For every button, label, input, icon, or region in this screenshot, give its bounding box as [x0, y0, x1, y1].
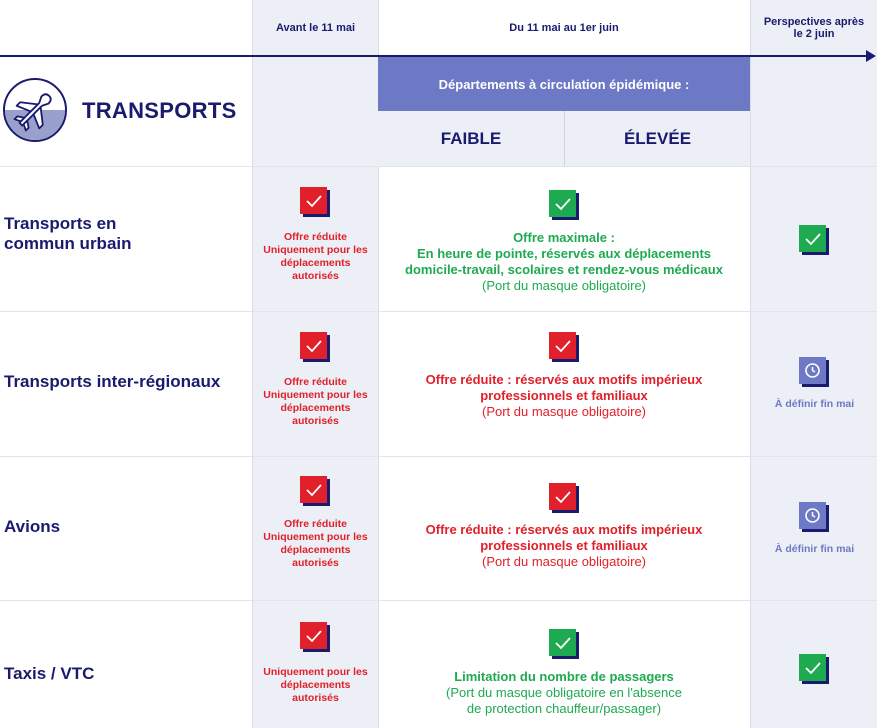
a-definir-text: À définir fin mai	[774, 398, 855, 410]
elevee-header: ÉLEVÉE	[565, 111, 750, 166]
du-note: (Port du masque obligatoire)	[481, 554, 647, 569]
row-label-taxis-vtc: Taxis / VTC	[4, 664, 95, 683]
du-text	[380, 522, 748, 570]
avant-text: Offre réduite Uniquement pour les déplacements autorisés	[263, 376, 368, 427]
du-note: (Port du masque obligatoire)	[481, 404, 647, 419]
departements-header: Départements à circulation épidémique :	[378, 57, 750, 111]
green-check-icon	[549, 190, 579, 220]
airplane-icon	[3, 78, 67, 142]
row-label-transports-urbain: Transports en commun urbain	[4, 214, 132, 253]
header-perspectives: Perspectives après le 2 juin	[763, 15, 865, 40]
du-bold-line: professionnels et familiaux	[480, 388, 648, 403]
du-bold-line: En heure de pointe, réservés aux déplacements	[416, 246, 712, 261]
column-divider	[252, 0, 253, 728]
row-divider	[0, 600, 877, 601]
du-bold-line: Offre réduite : réservés aux motifs impérieux	[425, 522, 703, 537]
green-check-icon	[549, 629, 579, 659]
du-bold-line: Limitation du nombre de passagers	[454, 669, 674, 684]
red-check-icon	[300, 476, 330, 506]
timeline-arrowhead	[866, 50, 876, 62]
clock-icon	[799, 357, 829, 387]
du-note: (Port du masque obligatoire en l'absence	[446, 685, 682, 700]
row-divider	[0, 311, 877, 312]
row-divider	[0, 166, 877, 167]
clock-icon	[799, 502, 829, 532]
green-check-icon	[799, 654, 829, 684]
du-bold-line: domicile-travail, scolaires et rendez-vous médicaux	[405, 262, 723, 277]
du-note: de protection chauffeur/passager)	[466, 701, 662, 716]
avant-column-background	[253, 0, 378, 728]
green-check-icon	[799, 225, 829, 255]
section-title: TRANSPORTS	[82, 98, 237, 123]
column-divider	[750, 0, 751, 728]
du-text	[380, 372, 748, 420]
subheader-divider	[564, 111, 565, 166]
red-check-icon	[549, 483, 579, 513]
faible-header: FAIBLE	[378, 111, 564, 166]
du-text	[380, 230, 748, 294]
header-avant: Avant le 11 mai	[275, 21, 356, 34]
red-check-icon	[300, 622, 330, 652]
red-check-icon	[300, 332, 330, 362]
row-divider	[0, 456, 877, 457]
du-bold-line: Offre maximale :	[513, 230, 615, 245]
du-bold-line: Offre réduite : réservés aux motifs impérieux	[425, 372, 703, 387]
header-du: Du 11 mai au 1er juin	[509, 21, 619, 34]
row-label-avions: Avions	[4, 517, 61, 536]
avant-text: Offre réduite Uniquement pour les déplacements autorisés	[263, 231, 368, 282]
row-label-transports-inter-regionaux: Transports inter-régionaux	[4, 372, 221, 391]
du-note: (Port du masque obligatoire)	[481, 278, 647, 293]
red-check-icon	[300, 187, 330, 217]
avant-text: Offre réduite Uniquement pour les déplacements autorisés	[263, 518, 368, 569]
a-definir-text: À définir fin mai	[774, 543, 855, 555]
red-check-icon	[549, 332, 579, 362]
du-text	[380, 669, 748, 717]
avant-text: Uniquement pour les déplacements autorisés	[263, 666, 368, 704]
du-bold-line: professionnels et familiaux	[480, 538, 648, 553]
